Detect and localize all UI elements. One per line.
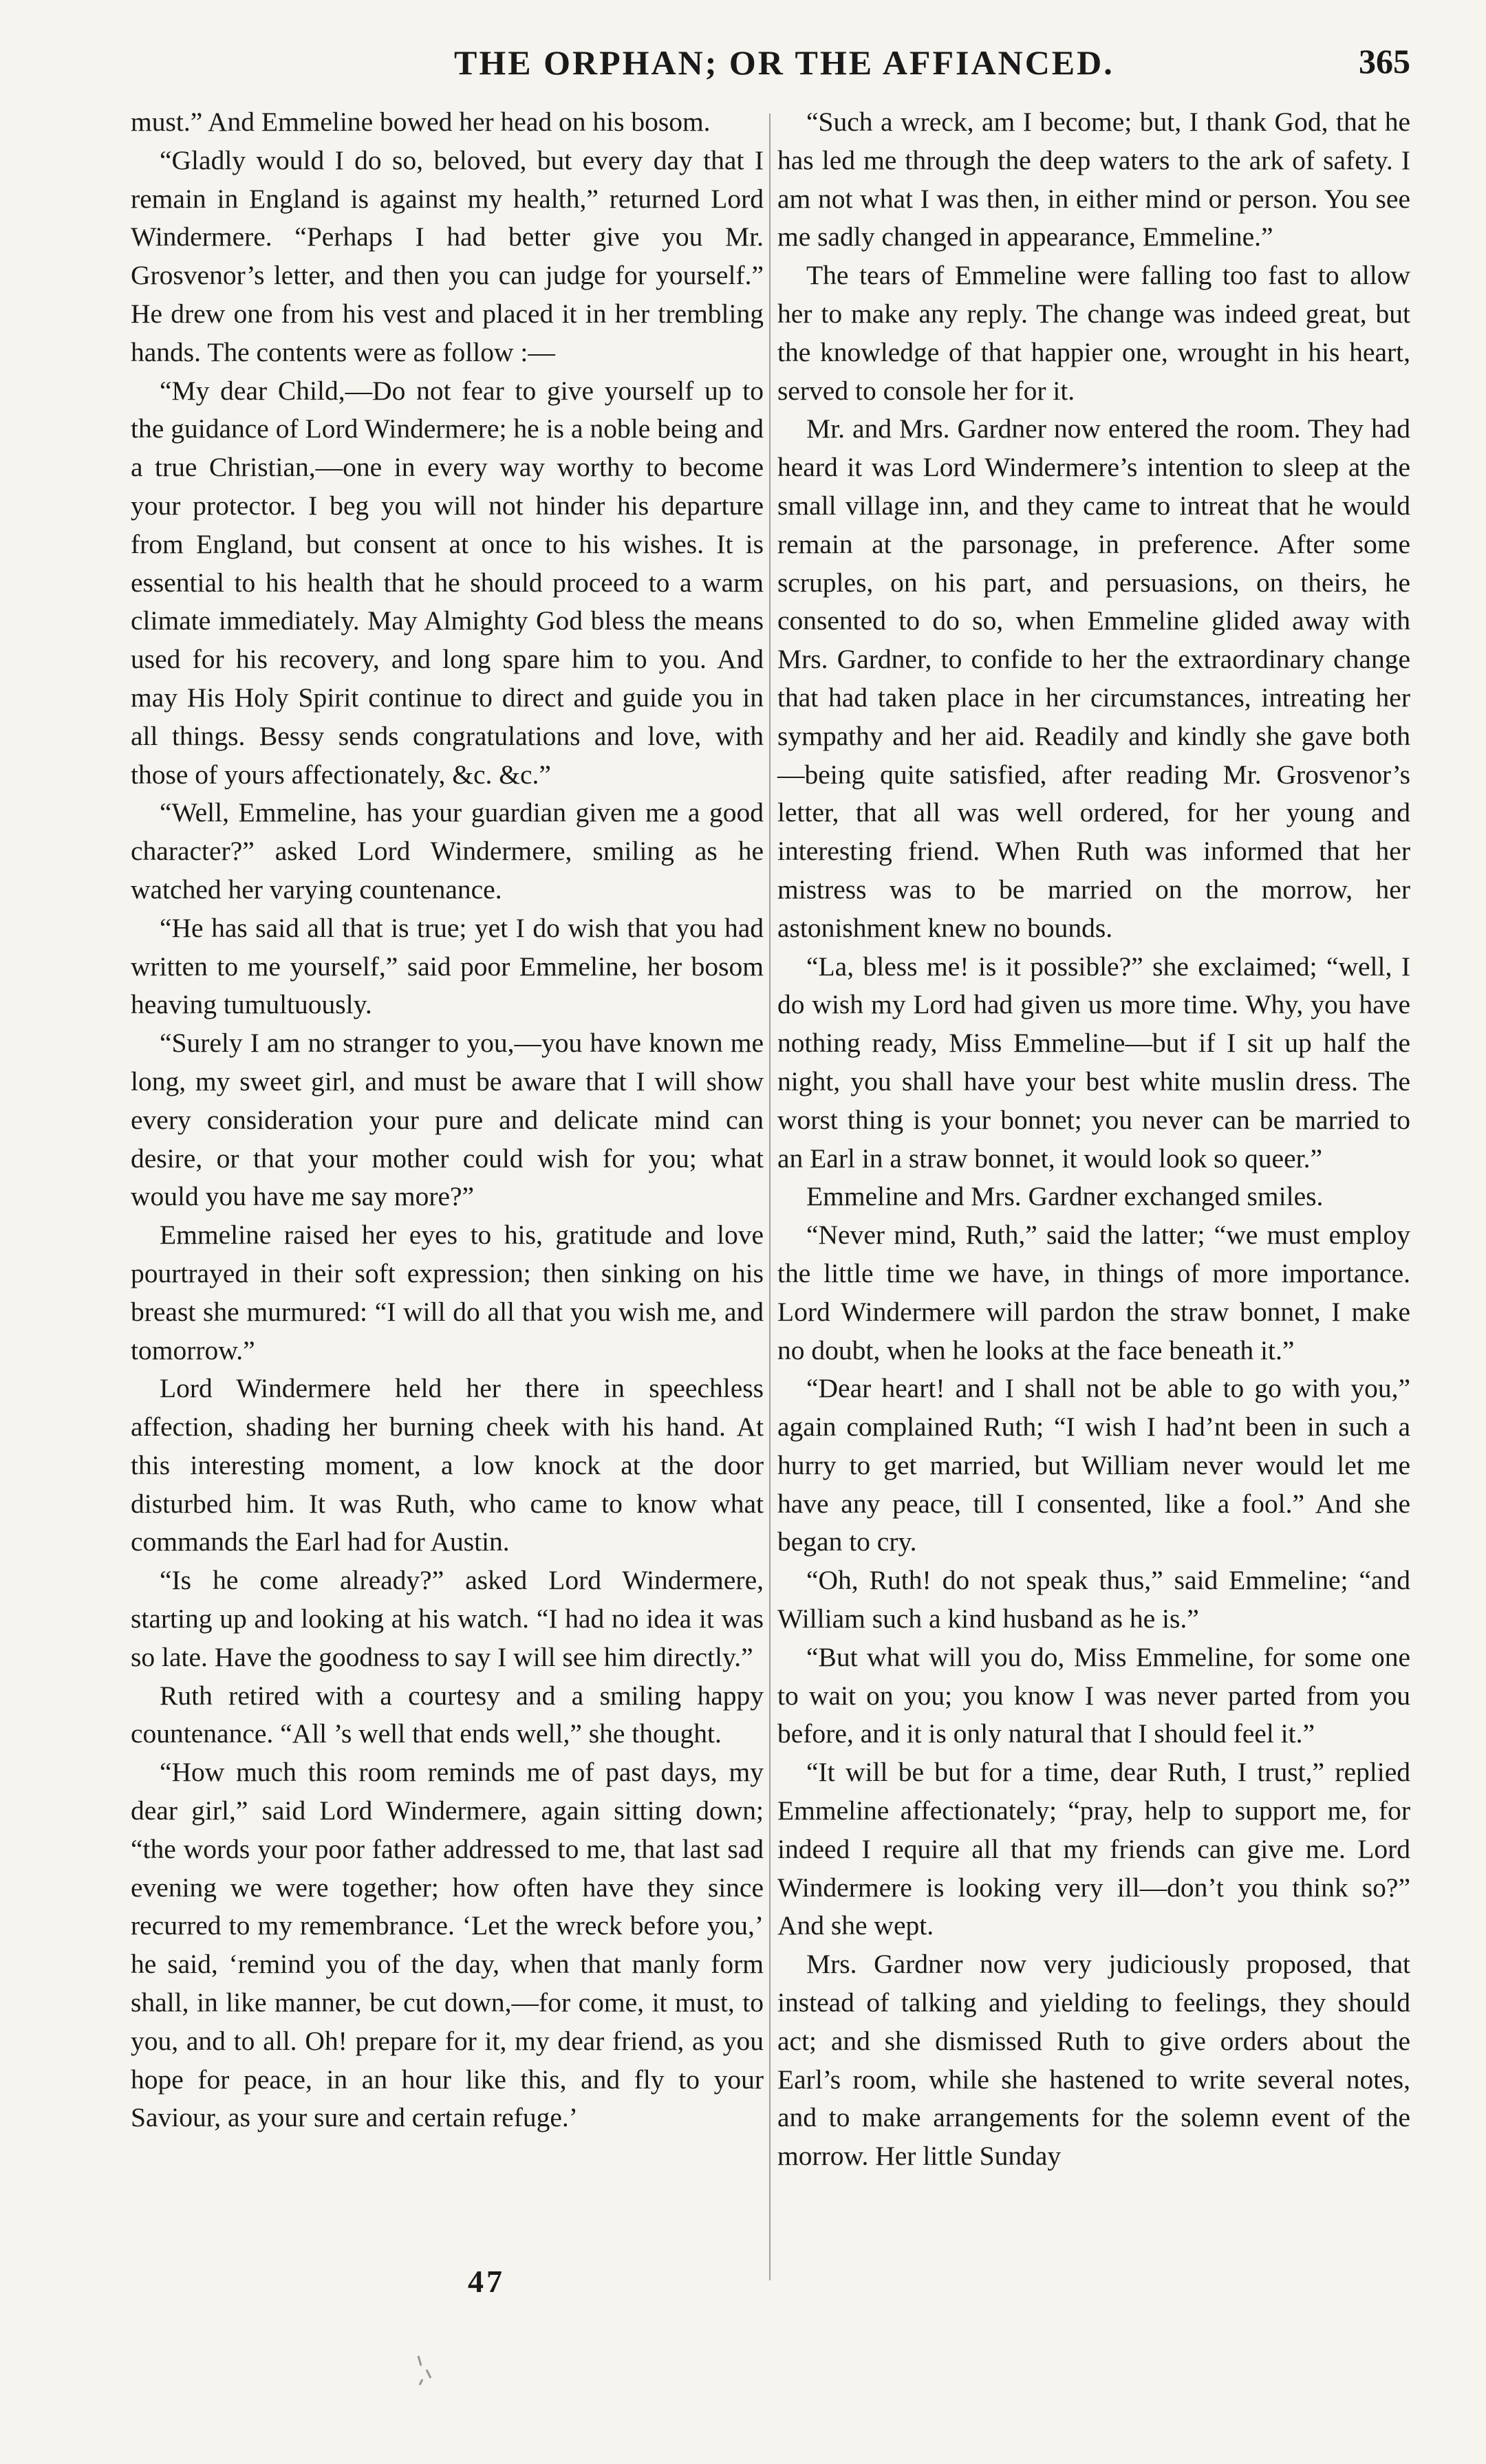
paragraph: Mr. and Mrs. Gardner now entered the room. They had heard it was Lord Windermere’s intention to sleep at the small village inn, and they came to intreat that he would remain at the parsonage, in preference. After some scruples, on his part, and persuasions, on theirs, he consented to do so, when Emmeline glided away with Mrs. Gardner, to confide to her the extraordinary change that had taken place in her circumstances, intreating her sympathy and her aid. Readily and kindly she gave both—being quite satisfied, after reading Mr. Grosvenor’s letter, that all was well ordered, for her young and interesting friend. When Ruth was informed that her mistress was to be married on the morrow, her astonishment knew no bounds. <box>777 413 1410 943</box>
paragraph: Mrs. Gardner now very judiciously proposed, that instead of talking and yielding to feelings, they should act; and she dismissed Ruth to give orders about the Earl’s room, while she hastened to write several notes, and to make arrangements for the solemn event of the morrow. Her little Sunday <box>777 1949 1410 2172</box>
signature-mark: 47 <box>468 2264 505 2299</box>
paragraph: Emmeline raised her eyes to his, gratitude and love pourtrayed in their soft expression; then sinking on his breast she murmured: “I will do all that you wish me, and tomorrow.” <box>131 1220 764 1365</box>
ink-speck-decoration <box>406 2342 447 2390</box>
paragraph: must.” And Emmeline bowed her head on his bosom. <box>131 107 711 137</box>
paragraph: “Dear heart! and I shall not be able to go with you,” again complained Ruth; “I wish I had’nt been in such a hurry to get married, but William never would let me have any peace, till I consented, like a fool.” And she began to cry. <box>777 1373 1410 1557</box>
column-divider <box>769 114 771 2280</box>
paragraph: “He has said all that is true; yet I do wish that you had written to me yourself,” said poor Emmeline, her bosom heaving tumultuously. <box>131 912 764 1020</box>
running-title: THE ORPHAN; OR THE AFFIANCED. <box>454 43 1114 82</box>
paragraph: “Gladly would I do so, beloved, but every day that I remain in England is against my health,” returned Lord Windermere. “Perhaps I had better give you Mr. Grosvenor’s letter, and then you can judge for yourself.” He drew one from his vest and placed it in her trembling hands. The contents were as follow :— <box>131 144 764 367</box>
paragraph: “La, bless me! is it possible?” she exclaimed; “well, I do wish my Lord had given us more time. Why, you have nothing ready, Miss Emmeline—but if I sit up half the night, you shall have your best white muslin dress. The worst thing is your bonnet; you never can be married to an Earl in a straw bonnet, it would look so queer.” <box>777 951 1410 1174</box>
paragraph: “Surely I am no stranger to you,—you have known me long, my sweet girl, and must be aware that I will show every consideration your pure and delicate mind can desire, or that your mother could wish for you; what would you have me say more?” <box>131 1028 764 1212</box>
left-column <box>131 103 764 2137</box>
right-column <box>777 103 1410 2176</box>
paragraph: “Never mind, Ruth,” said the latter; “we must employ the little time we have, in things of more importance. Lord Windermere will pardon the straw bonnet, I make no doubt, when he looks at the face beneath it.” <box>777 1220 1410 1365</box>
paragraph: “It will be but for a time, dear Ruth, I trust,” replied Emmeline affectionately; “pray, help to support me, for indeed I require all that my friends can give me. Lord Windermere is looking very ill—don’t you think so?” And she wept. <box>777 1757 1410 1941</box>
paragraph: “Oh, Ruth! do not speak thus,” said Emmeline; “and William such a kind husband as he is.” <box>777 1565 1410 1634</box>
paragraph: Lord Windermere held her there in speechless affection, shading her burning cheek with his hand. At this interesting moment, a low knock at the door disturbed him. It was Ruth, who came to know what commands the Earl had for Austin. <box>131 1373 764 1557</box>
paragraph: “How much this room reminds me of past days, my dear girl,” said Lord Windermere, again sitting down; “the words your poor father addressed to me, that last sad evening we were together; how often have they since recurred to my remembrance. ‘Let the wreck before you,’ he said, ‘remind you of the day, when that manly form shall, in like manner, be cut down,—for come, it must, to you, and to all. Oh! prepare for it, my dear friend, as you hope for peace, in an hour like this, and fly to your Saviour, as your sure and certain refuge.’ <box>131 1757 764 2133</box>
running-head <box>124 36 1431 98</box>
paragraph: Emmeline and Mrs. Gardner exchanged smiles. <box>806 1181 1324 1212</box>
paragraph: “But what will you do, Miss Emmeline, for some one to wait on you; you know I was never parted from you before, and it is only natural that I should feel it.” <box>777 1641 1410 1749</box>
paragraph: Ruth retired with a courtesy and a smiling happy countenance. “All ’s well that ends well,” she thought. <box>131 1680 764 1749</box>
paragraph: “My dear Child,—Do not fear to give yourself up to the guidance of Lord Windermere; he is a noble being and a true Christian,—one in every way worthy to become your protector. I beg you will not hinder his departure from England, but consent at once to his wishes. It is essential to his health that he should proceed to a warm climate immediately. May Almighty God bless the means used for his recovery, and long spare him to you. And may His Holy Spirit continue to direct and guide you in all things. Bessy sends congratulations and love, with those of yours affectionately, &c. &c.” <box>131 375 764 790</box>
paragraph: “Is he come already?” asked Lord Windermere, starting up and looking at his watch. “I had no idea it was so late. Have the goodness to say I will see him directly.” <box>131 1565 764 1672</box>
paragraph: “Such a wreck, am I become; but, I thank God, that he has led me through the deep waters to the ark of safety. I am not what I was then, in either mind or person. You see me sadly changed in appearance, Emmeline.” <box>777 107 1410 252</box>
paragraph: “Well, Emmeline, has your guardian given me a good character?” asked Lord Windermere, smiling as he watched her varying countenance. <box>131 797 764 905</box>
paragraph: The tears of Emmeline were falling too fast to allow her to make any reply. The change was indeed great, but the knowledge of that happier one, wrought in his heart, served to console her for it. <box>777 260 1410 406</box>
page-number: 365 <box>1359 42 1410 80</box>
